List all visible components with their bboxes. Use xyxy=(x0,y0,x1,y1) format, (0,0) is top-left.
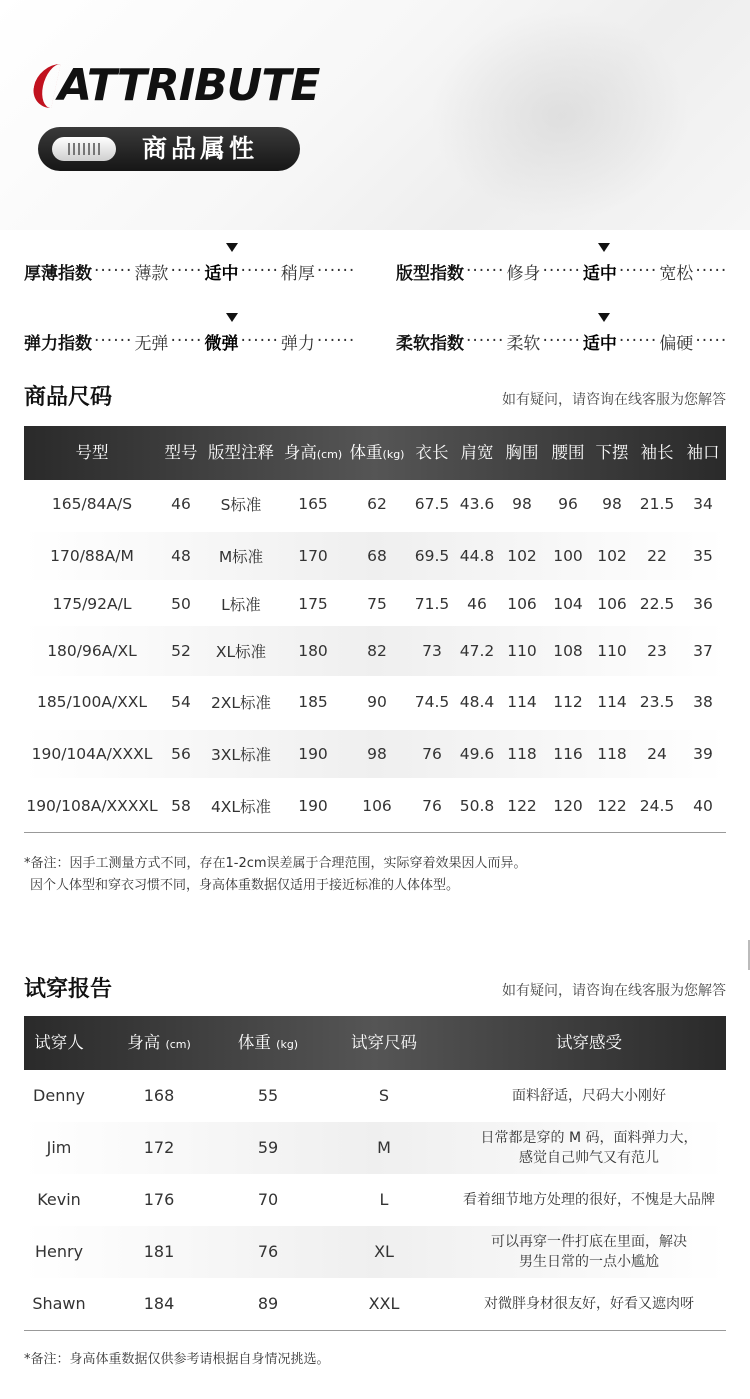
table-cell: 46 xyxy=(171,495,191,513)
table-cell: 180 xyxy=(298,642,328,660)
table-cell: 47.2 xyxy=(459,642,495,660)
table-cell: 38 xyxy=(693,693,713,711)
table-cell: 37 xyxy=(693,642,713,660)
index-label: 弹力指数 xyxy=(24,333,92,354)
table-row xyxy=(24,1226,726,1278)
feel-line: 可以再穿一件打底在里面，解决 xyxy=(491,1234,687,1250)
table-cell: 120 xyxy=(553,797,583,815)
hero-banner xyxy=(0,0,750,230)
index-label: 版型指数 xyxy=(396,263,464,284)
table-cell: 96 xyxy=(558,495,578,513)
index-thickness: 厚薄指数 ······ 薄款 ····· 适中 ······ 稍厚 ······ xyxy=(24,256,357,286)
table-cell: 190/108A/XXXXL xyxy=(26,797,158,815)
trial-cell-feel xyxy=(444,1174,734,1226)
table-cell: 71.5 xyxy=(414,595,450,613)
table-cell: 68 xyxy=(367,547,387,565)
selected-marker-icon xyxy=(226,313,238,322)
table-cell: 54 xyxy=(171,693,191,711)
trial-cell-name: Kevin xyxy=(37,1189,81,1209)
index-option: 无弹 xyxy=(134,333,169,354)
table-cell: L标准 xyxy=(221,596,261,614)
header-cell: 号型 xyxy=(75,443,109,462)
table-cell: 34 xyxy=(693,495,713,513)
table-cell: 110 xyxy=(597,642,627,660)
header-cell-weight: 体重(kg) xyxy=(349,443,405,462)
table-cell: 23.5 xyxy=(639,693,675,711)
header-cell: 肩宽 xyxy=(460,443,494,462)
table-cell: 110 xyxy=(507,642,537,660)
table-cell: 21.5 xyxy=(639,495,675,513)
trial-cell-weight: 59 xyxy=(257,1137,279,1157)
trial-section-note: 如有疑问，请咨询在线客服为您解答 xyxy=(502,983,726,999)
table-cell: 98 xyxy=(602,495,622,513)
table-cell: 114 xyxy=(597,693,627,711)
table-cell: 22 xyxy=(647,547,667,565)
table-cell: 114 xyxy=(507,693,537,711)
table-cell: 104 xyxy=(553,595,583,613)
trial-table-bottom-rule xyxy=(24,1330,726,1331)
trial-cell-name: Jim xyxy=(46,1137,72,1157)
index-option: 柔软 xyxy=(506,333,541,354)
toggle-knob-icon xyxy=(52,137,116,161)
trial-cell-height: 184 xyxy=(143,1293,175,1313)
index-option: 偏硬 xyxy=(659,333,694,354)
feel-line: 男生日常的一点小尴尬 xyxy=(519,1254,659,1270)
brand-word: ATTRIBUTE xyxy=(58,60,320,111)
trial-cell-size: XL xyxy=(374,1241,394,1261)
table-cell: 44.8 xyxy=(459,547,495,565)
table-cell: 24 xyxy=(647,745,667,763)
table-cell: 35 xyxy=(693,547,713,565)
table-cell: 67.5 xyxy=(414,495,450,513)
size-section-note: 如有疑问，请咨询在线客服为您解答 xyxy=(502,392,726,408)
index-option-selected: 微弹 xyxy=(204,333,239,354)
header-cell: 试穿尺码 xyxy=(351,1033,417,1052)
table-cell: 118 xyxy=(597,745,627,763)
table-cell: 170 xyxy=(298,547,328,565)
trial-cell-weight: 89 xyxy=(257,1293,279,1313)
header-cell: 试穿人 xyxy=(34,1033,84,1052)
table-cell: 73 xyxy=(422,642,442,660)
table-cell: 175/92A/L xyxy=(52,595,132,613)
header-cell: 衣长 xyxy=(415,443,449,462)
index-option: 稍厚 xyxy=(280,263,315,284)
table-cell: 50.8 xyxy=(459,797,495,815)
trial-cell-name: Henry xyxy=(34,1241,84,1261)
selected-marker-icon xyxy=(226,243,238,252)
index-label: 柔软指数 xyxy=(396,333,464,354)
table-cell: 190 xyxy=(298,797,328,815)
table-cell: 112 xyxy=(553,693,583,711)
size-table-header xyxy=(24,426,726,480)
table-cell: 24.5 xyxy=(639,797,675,815)
trial-cell-height: 168 xyxy=(143,1085,175,1105)
table-cell: 50 xyxy=(171,595,191,613)
table-cell: 40 xyxy=(693,797,713,815)
size-table-bottom-rule xyxy=(24,832,726,833)
table-cell: 56 xyxy=(171,745,191,763)
table-cell: S标准 xyxy=(220,496,262,514)
index-label: 厚薄指数 xyxy=(24,263,92,284)
trial-cell-feel xyxy=(444,1070,734,1122)
trial-cell-height: 172 xyxy=(143,1137,175,1157)
table-cell: 76 xyxy=(422,745,442,763)
table-cell: 170/88A/M xyxy=(50,547,134,565)
trial-cell-height: 181 xyxy=(143,1241,175,1261)
header-cell: 版型注释 xyxy=(208,443,274,462)
feel-line: 看着细节地方处理的很好，不愧是大品牌 xyxy=(463,1192,715,1208)
trial-cell-name: Shawn xyxy=(32,1293,86,1313)
index-elasticity: 弹力指数 ······ 无弹 ····· 微弹 ······ 弹力 ······ xyxy=(24,326,357,356)
section-pill xyxy=(38,127,300,171)
trial-cell-size: L xyxy=(379,1189,389,1209)
selected-marker-icon xyxy=(598,243,610,252)
size-footnote-2: 因个人体型和穿衣习惯不同，身高体重数据仅适用于接近标准的人体体型。 xyxy=(30,878,460,893)
table-cell: 58 xyxy=(171,797,191,815)
table-cell: 48 xyxy=(171,547,191,565)
table-cell: 175 xyxy=(298,595,328,613)
trial-section-title: 试穿报告 xyxy=(24,977,113,1002)
table-cell: 108 xyxy=(553,642,583,660)
table-cell: 185/100A/XXL xyxy=(36,693,148,711)
trial-cell-size: M xyxy=(377,1137,391,1157)
table-cell: XL标准 xyxy=(215,643,267,661)
header-cell-height: 身高(cm) xyxy=(283,443,343,462)
trial-cell-weight: 55 xyxy=(257,1085,279,1105)
table-cell: 52 xyxy=(171,642,191,660)
table-row xyxy=(24,730,726,778)
header-cell: 型号 xyxy=(164,443,198,462)
index-option-selected: 适中 xyxy=(582,333,617,354)
table-cell: 74.5 xyxy=(414,693,450,711)
trial-cell-size: XXL xyxy=(368,1293,400,1313)
trial-footnote: *备注：身高体重数据仅供参考请根据自身情况挑选。 xyxy=(24,1352,330,1367)
index-fit: 版型指数 ······ 修身 ······ 适中 ······ 宽松 ····· xyxy=(396,256,729,286)
table-cell: 190/104A/XXXL xyxy=(31,745,153,763)
trial-table-header xyxy=(24,1016,726,1070)
trial-cell-size: S xyxy=(378,1085,390,1105)
table-cell: 122 xyxy=(507,797,537,815)
selected-marker-icon xyxy=(598,313,610,322)
table-cell: 90 xyxy=(367,693,387,711)
size-section-title: 商品尺码 xyxy=(24,385,113,410)
size-footnote-1: *备注：因手工测量方式不同，存在1-2cm误差属于合理范围，实际穿着效果因人而异。 xyxy=(24,856,527,871)
table-cell: 62 xyxy=(367,495,387,513)
table-cell: 75 xyxy=(367,595,387,613)
table-cell: 100 xyxy=(553,547,583,565)
table-cell: 23 xyxy=(647,642,667,660)
table-cell: 4XL标准 xyxy=(210,798,272,816)
table-row xyxy=(24,1174,726,1226)
table-row xyxy=(24,1070,726,1122)
feel-line: 感觉自己帅气又有范儿 xyxy=(519,1150,659,1166)
table-cell: 165/84A/S xyxy=(51,495,133,513)
index-softness: 柔软指数 ······ 柔软 ······ 适中 ······ 偏硬 ····· xyxy=(396,326,729,356)
table-cell: 39 xyxy=(693,745,713,763)
table-cell: M标准 xyxy=(218,548,264,566)
table-cell: 49.6 xyxy=(459,745,495,763)
table-row xyxy=(24,626,726,676)
table-row xyxy=(24,584,726,624)
header-cell: 试穿感受 xyxy=(556,1033,622,1052)
table-cell: 116 xyxy=(553,745,583,763)
trial-cell-feel xyxy=(444,1226,734,1278)
index-option: 弹力 xyxy=(280,333,315,354)
header-cell: 胸围 xyxy=(505,443,539,462)
header-cell: 下摆 xyxy=(595,443,629,462)
table-row xyxy=(24,782,726,830)
table-cell: 106 xyxy=(362,797,392,815)
table-cell: 98 xyxy=(512,495,532,513)
trial-cell-feel xyxy=(444,1278,734,1330)
feel-line: 对微胖身材很友好，好看又遮肉呀 xyxy=(484,1296,694,1312)
feel-line: 日常都是穿的 M 码，面料弹力大， xyxy=(480,1130,698,1146)
hero-glow xyxy=(430,10,690,220)
table-cell: 102 xyxy=(597,547,627,565)
table-row xyxy=(24,1278,726,1330)
table-cell: 102 xyxy=(507,547,537,565)
table-cell: 122 xyxy=(597,797,627,815)
index-option-selected: 适中 xyxy=(204,263,239,284)
table-cell: 22.5 xyxy=(639,595,675,613)
header-cell-height: 身高 (cm) xyxy=(127,1033,191,1052)
trial-cell-weight: 70 xyxy=(257,1189,279,1209)
table-cell: 180/96A/XL xyxy=(47,642,137,660)
table-cell: 106 xyxy=(507,595,537,613)
table-row xyxy=(24,480,726,528)
table-cell: 2XL标准 xyxy=(210,694,272,712)
table-cell: 106 xyxy=(597,595,627,613)
table-cell: 98 xyxy=(367,745,387,763)
table-cell: 190 xyxy=(298,745,328,763)
table-cell: 36 xyxy=(693,595,713,613)
index-option: 薄款 xyxy=(134,263,169,284)
index-option: 宽松 xyxy=(659,263,694,284)
table-row xyxy=(24,532,726,580)
trial-cell-feel xyxy=(444,1122,734,1174)
table-cell: 165 xyxy=(298,495,328,513)
header-cell: 袖长 xyxy=(640,443,674,462)
trial-cell-name: Denny xyxy=(33,1085,85,1105)
header-cell: 腰围 xyxy=(551,443,585,462)
table-cell: 82 xyxy=(367,642,387,660)
trial-cell-height: 176 xyxy=(143,1189,175,1209)
trial-cell-weight: 76 xyxy=(257,1241,279,1261)
index-option-selected: 适中 xyxy=(582,263,617,284)
table-cell: 43.6 xyxy=(459,495,495,513)
index-option: 修身 xyxy=(506,263,541,284)
table-cell: 185 xyxy=(298,693,328,711)
table-cell: 46 xyxy=(467,595,487,613)
feel-line: 面料舒适，尺码大小刚好 xyxy=(512,1088,666,1104)
pill-label: 商品属性 xyxy=(142,134,259,163)
table-row xyxy=(24,1122,726,1174)
table-cell: 118 xyxy=(507,745,537,763)
table-cell: 48.4 xyxy=(459,693,495,711)
table-row xyxy=(24,678,726,726)
table-cell: 76 xyxy=(422,797,442,815)
header-cell: 袖口 xyxy=(686,443,720,462)
table-cell: 3XL标准 xyxy=(210,746,272,764)
header-cell-weight: 体重 (kg) xyxy=(237,1033,299,1052)
table-cell: 69.5 xyxy=(414,547,450,565)
